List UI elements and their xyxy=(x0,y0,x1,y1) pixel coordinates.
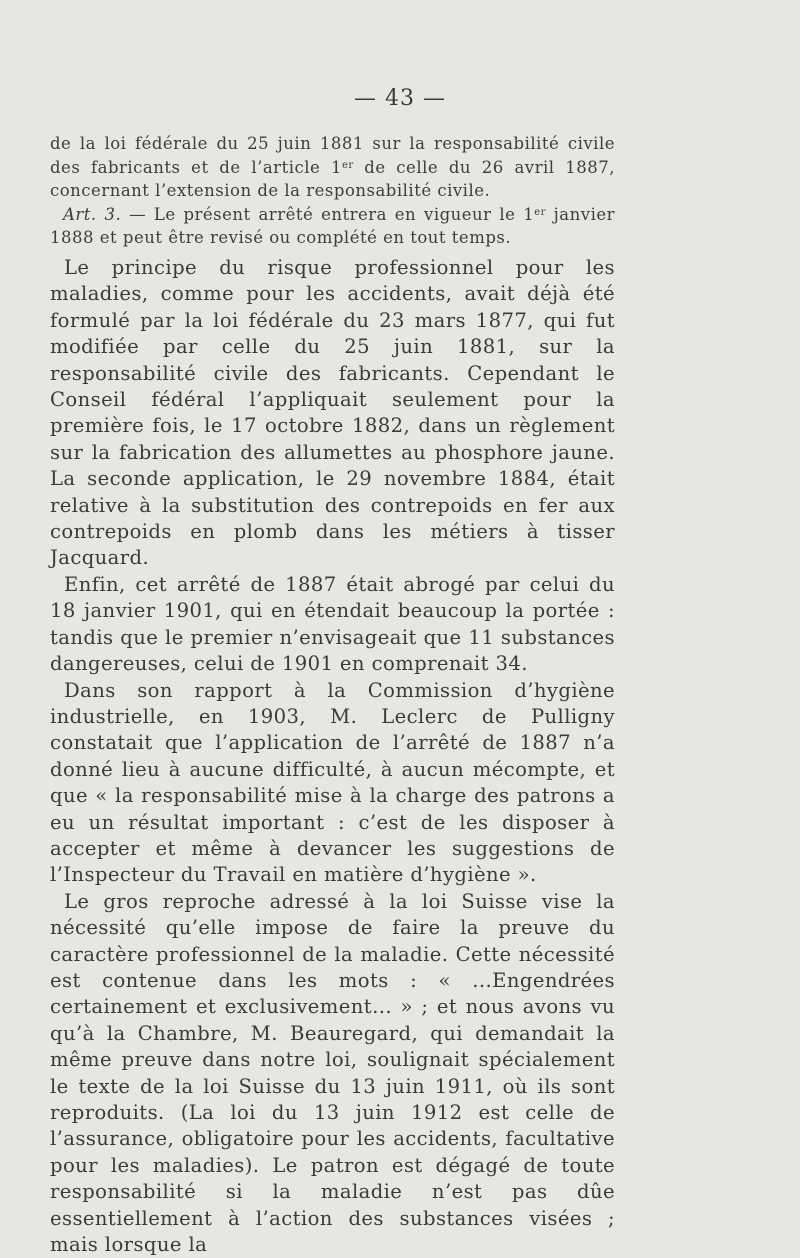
page-number: — 43 — xyxy=(354,86,446,111)
article-superscript: er xyxy=(534,206,546,218)
intro-block xyxy=(50,132,615,250)
paragraph: Dans son rapport à la Commission d’hygiène industrielle, en 1903, M. Leclerc de Pulligny constatait que l’application de l’arrêté de 1887 n’a donné lieu à aucune difficulté, à aucun mécompte, et que « la responsabilité mise à la charge des patrons a eu un résultat important : c’est de les disposer à accepter et même à devancer les suggestions de l’Inspecteur du Travail en matière d’hygiène ». xyxy=(50,678,615,887)
intro-continuation xyxy=(50,132,615,203)
paragraph: Enfin, cet arrêté de 1887 était abrogé par celui du 18 janvier 1901, qui en étendait beaucoup la portée : tandis que le premier n’envisageait que 11 substances dangereuses, celui de 1901 en comprenait 34. xyxy=(50,572,615,676)
article-text-b: janvier 1888 et peut être revisé ou complété en tout temps. xyxy=(50,204,615,247)
article-3 xyxy=(50,203,615,250)
article-text-a: — Le présent arrêté entrera en vigueur le 1 xyxy=(121,204,535,224)
intro-continuation-text-a: de la loi fédérale du 25 juin 1881 sur la responsabilité civile des fabricants et de l’article 1 xyxy=(50,134,615,177)
intro-continuation-text-b: de celle du 26 avril 1887, concernant l’extension de la responsabilité civile. xyxy=(50,157,615,200)
article-label: Art. 3. xyxy=(63,204,122,224)
intro-continuation-superscript: er xyxy=(341,159,354,171)
body-text xyxy=(50,255,615,1258)
paragraph: Le principe du risque professionnel pour les maladies, comme pour les accidents, avait déjà été formulé par la loi fédérale du 23 mars 1877, qui fut modifiée par celle du 25 juin 1881, sur la responsabilité civile des fabricants. Cependant le Conseil fédéral l’appliquait seulement pour la première fois, le 17 octobre 1882, dans un règlement sur la fabrication des allumettes au phosphore jaune. La seconde application, le 29 novembre 1884, était relative à la substitution des contrepoids en fer aux contrepoids en plomb dans les métiers à tisser Jacquard. xyxy=(50,256,615,570)
paragraph: Le gros reproche adressé à la loi Suisse vise la nécessité qu’elle impose de faire la preuve du caractère professionnel de la maladie. Cette nécessité est contenue dans les mots : « ...Engendrées certainement et exclusivement... » ; et nous avons vu qu’à la Chambre, M. Beauregard, qui demandait la même preuve dans notre loi, soulignait spécialement le texte de la loi Suisse du 13 juin 1911, où ils sont reproduits. (La loi du 13 juin 1912 est celle de l’assurance, obligatoire pour les accidents, facultative pour les maladies). Le patron est dégagé de toute responsabilité si la maladie n’est pas dûe essentiellement à l’action des substances visées ; mais lorsque la xyxy=(50,889,615,1257)
